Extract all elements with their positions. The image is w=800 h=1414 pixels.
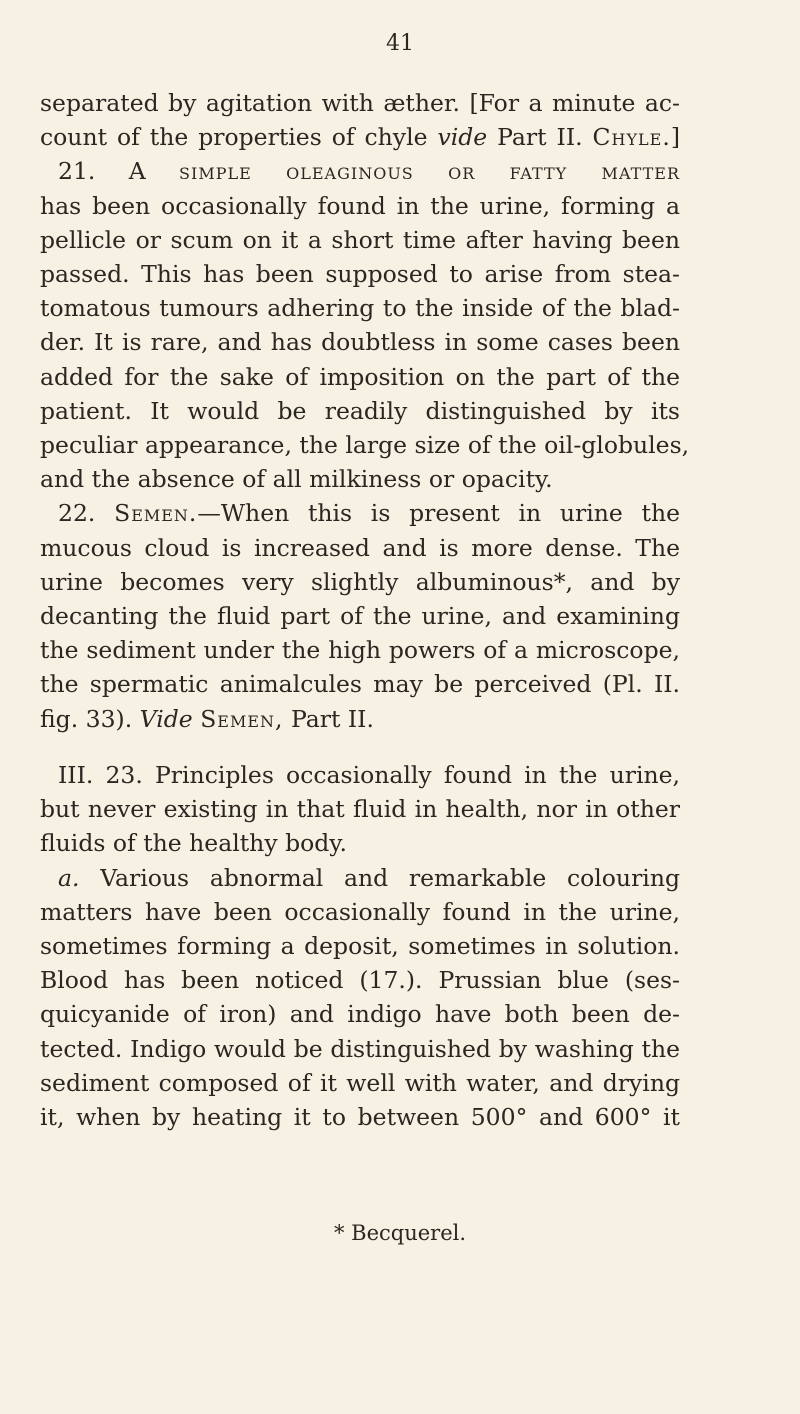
text-line: decanting the fluid part of the urine, and examining xyxy=(40,602,680,631)
text-line: matters have been occasionally found in the urine, xyxy=(40,897,680,926)
text-line: sometimes forming a deposit, sometimes in solution. xyxy=(40,932,680,961)
text-line: patient. It would be readily distinguished by its xyxy=(40,396,680,425)
text-line: der. It is rare, and has doubtless in some cases been xyxy=(40,328,680,357)
section-heading-21: 21. A simple oleaginous or fatty matter xyxy=(58,157,680,186)
text-line: tected. Indigo would be distinguished by washing the xyxy=(40,1034,680,1063)
text-line: but never existing in that fluid in health, nor in other xyxy=(40,795,680,824)
text-line: sediment composed of it well with water, and drying xyxy=(40,1068,680,1097)
text-line: the sediment under the high powers of a microscope, xyxy=(40,636,680,665)
text-line: mucous cloud is increased and is more dense. The xyxy=(40,533,680,562)
text-line: count of the properties of chyle vide Part II. Chyle.] xyxy=(40,123,680,152)
text-block-principles xyxy=(40,758,680,1134)
text-line: fluids of the healthy body. xyxy=(40,829,347,858)
text-line: pellicle or scum on it a short time after having been xyxy=(40,225,680,254)
text-line: peculiar appearance, the large size of the oil-globules, xyxy=(40,431,690,460)
text-line: tomatous tumours adhering to the inside of the blad- xyxy=(40,294,680,323)
text-line: separated by agitation with æther. [For a minute ac- xyxy=(40,89,680,117)
text-line: Blood has been noticed (17.). Prussian blue (ses- xyxy=(40,966,680,995)
text-line: the spermatic animalcules may be perceived (Pl. II. xyxy=(40,670,680,699)
text-block-chyle-fat-semen xyxy=(40,86,690,736)
page-number: 41 xyxy=(386,31,414,56)
footnote: * Becquerel. xyxy=(333,1221,467,1245)
subsection-a: a. Various abnormal and remarkable colouring xyxy=(58,863,680,892)
text-line: quicyanide of iron) and indigo have both been de- xyxy=(40,1000,680,1029)
text-line: fig. 33). Vide Semen, Part II. xyxy=(40,704,374,733)
text-line: and the absence of all milkiness or opacity. xyxy=(40,465,553,494)
text-line: passed. This has been supposed to arise from stea- xyxy=(40,260,680,289)
section-heading-22: 22. Semen.—When this is present in urine the xyxy=(58,499,681,528)
text-line: added for the sake of imposition on the part of the xyxy=(40,362,680,391)
text-line: has been occasionally found in the urine, forming a xyxy=(40,191,680,220)
text-line: urine becomes very slightly albuminous*, and by xyxy=(40,567,680,596)
text-line: it, when by heating it to between 500° and 600° it xyxy=(40,1103,680,1132)
section-heading-23: III. 23. Principles occasionally found in the urine, xyxy=(58,761,680,789)
